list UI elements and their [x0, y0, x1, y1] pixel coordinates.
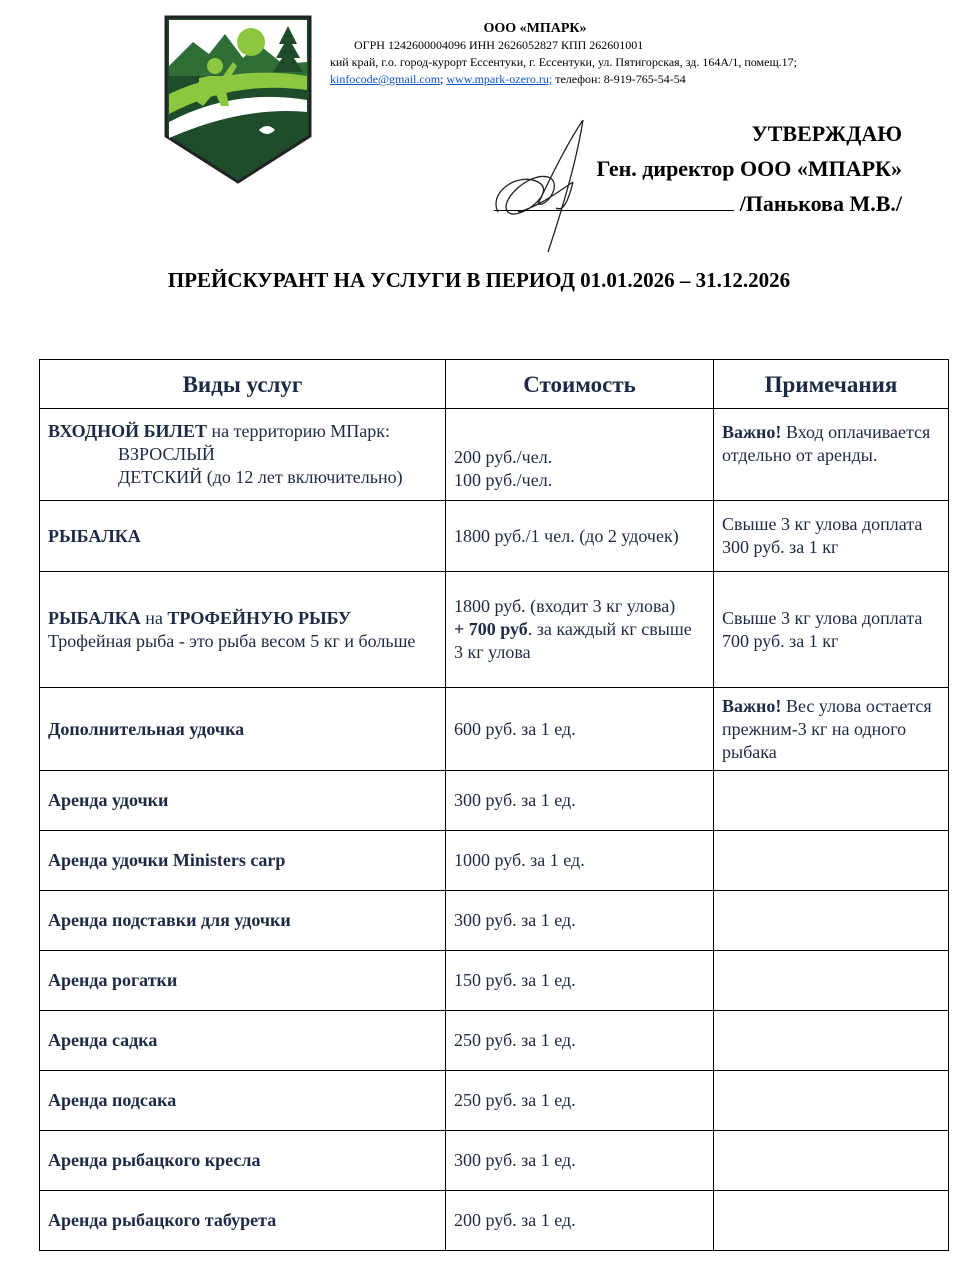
table-row [40, 951, 949, 1011]
note-cell [714, 1131, 949, 1191]
service-cell: Аренда удочки [40, 771, 446, 831]
cost-cell: 1800 руб./1 чел. (до 2 удочек) [446, 501, 714, 572]
note-cell [714, 688, 949, 771]
website-link[interactable]: www.mpark-ozero.ru; [446, 72, 553, 86]
service-cell: Аренда садка [40, 1011, 446, 1071]
entry-label-rest: на территорию МПарк: [206, 421, 391, 441]
header-services: Виды услуг [40, 360, 446, 409]
approval-heading: УТВЕРЖДАЮ [751, 121, 902, 146]
cost-cell: 300 руб. за 1 ед. [446, 891, 714, 951]
mpark-logo [163, 14, 313, 186]
cost-cell: 300 руб. за 1 ед. [446, 1131, 714, 1191]
table-row [40, 831, 949, 891]
note-text: Вес улова остается прежним-3 кг на одного рыбака [722, 695, 932, 762]
table-row [40, 771, 949, 831]
cost-cell: 300 руб. за 1 ед. [446, 771, 714, 831]
cost-cell: 1000 руб. за 1 ед. [446, 831, 714, 891]
trophy-price-extra-bold: + 700 руб [454, 619, 528, 639]
company-phone: телефон: 8-919-765-54-54 [552, 72, 686, 86]
company-address: кий край, г.о. город-курорт Ессентуки, г. Ессентуки, ул. Пятигорская, зд. 164А/1, помещ.17; [330, 55, 798, 69]
service-cell [40, 572, 446, 688]
note-cell [714, 1011, 949, 1071]
entry-label-bold: ВХОДНОЙ БИЛЕТ [48, 421, 207, 441]
document-title: ПРЕЙСКУРАНТ НА УСЛУГИ В ПЕРИОД 01.01.2026 – 31.12.2026 [167, 268, 791, 292]
service-cell: Аренда подсака [40, 1071, 446, 1131]
header-notes: Примечания [714, 360, 949, 409]
note-cell [714, 771, 949, 831]
note-cell: Свыше 3 кг улова доплата 700 руб. за 1 кг [714, 572, 949, 688]
service-cell: Аренда рыбацкого табурета [40, 1191, 446, 1251]
approval-block [494, 116, 902, 221]
company-registration: ОГРН 1242600004096 ИНН 2626052827 КПП 262601001 [354, 38, 644, 52]
note-cell [714, 951, 949, 1011]
trophy-price-extra: . за каждый кг свыше 3 кг улова [454, 619, 692, 662]
entry-child: ДЕТСКИЙ (до 12 лет включительно) [118, 467, 403, 487]
table-header-row [40, 360, 949, 409]
cost-cell [446, 572, 714, 688]
note-cell [714, 1191, 949, 1251]
trophy-label-mid: на [140, 607, 168, 628]
cost-cell: 250 руб. за 1 ед. [446, 1011, 714, 1071]
service-cell [40, 409, 446, 501]
note-cell: Свыше 3 кг улова доплата 300 руб. за 1 кг [714, 501, 949, 572]
service-cell: Аренда подставки для удочки [40, 891, 446, 951]
cost-cell: 600 руб. за 1 ед. [446, 688, 714, 771]
note-cell [714, 1071, 949, 1131]
table-row [40, 572, 949, 688]
table-row [40, 1011, 949, 1071]
service-cell: Аренда удочки Ministers carp [40, 831, 446, 891]
note-important: Важно! [722, 695, 782, 716]
cost-cell [446, 409, 714, 501]
cost-cell: 150 руб. за 1 ед. [446, 951, 714, 1011]
table-row [40, 501, 949, 572]
company-contacts: kinfocode@gmail.com; www.mpark-ozero.ru; телефон: 8-919-765-54-54 [330, 72, 686, 86]
trophy-label-bold1: РЫБАЛКА [48, 607, 141, 628]
table-row [40, 688, 949, 771]
table-row [40, 891, 949, 951]
note-text: Вход оплачивается отдельно от аренды. [722, 422, 931, 465]
trophy-price-base: 1800 руб. (входит 3 кг улова) [454, 596, 676, 616]
table-row [40, 409, 949, 501]
approval-position: Ген. директор ООО «МПАРК» [596, 156, 902, 181]
cost-cell: 200 руб. за 1 ед. [446, 1191, 714, 1251]
note-cell [714, 409, 949, 501]
company-info [320, 20, 798, 88]
table-row [40, 1191, 949, 1251]
trophy-description: Трофейная рыба - это рыба весом 5 кг и больше [48, 630, 416, 651]
header-cost: Стоимость [446, 360, 714, 409]
signature-line [494, 190, 734, 211]
price-child: 100 руб./чел. [454, 470, 553, 490]
service-cell: Дополнительная удочка [40, 688, 446, 771]
email-link[interactable]: kinfocode@gmail.com [330, 72, 441, 86]
company-name: ООО «МПАРК» [483, 21, 587, 36]
service-cell: РЫБАЛКА [40, 501, 446, 572]
price-adult: 200 руб./чел. [454, 447, 553, 467]
table-row [40, 1131, 949, 1191]
price-table [39, 359, 949, 1251]
note-cell [714, 891, 949, 951]
service-cell: Аренда рыбацкого кресла [40, 1131, 446, 1191]
cost-cell: 250 руб. за 1 ед. [446, 1071, 714, 1131]
entry-adult: ВЗРОСЛЫЙ [118, 444, 215, 464]
table-row [40, 1071, 949, 1131]
note-cell [714, 831, 949, 891]
note-important: Важно! [722, 422, 782, 442]
trophy-label-bold2: ТРОФЕЙНУЮ РЫБУ [167, 607, 352, 628]
service-cell: Аренда рогатки [40, 951, 446, 1011]
approval-name: /Панькова М.В./ [739, 191, 902, 216]
